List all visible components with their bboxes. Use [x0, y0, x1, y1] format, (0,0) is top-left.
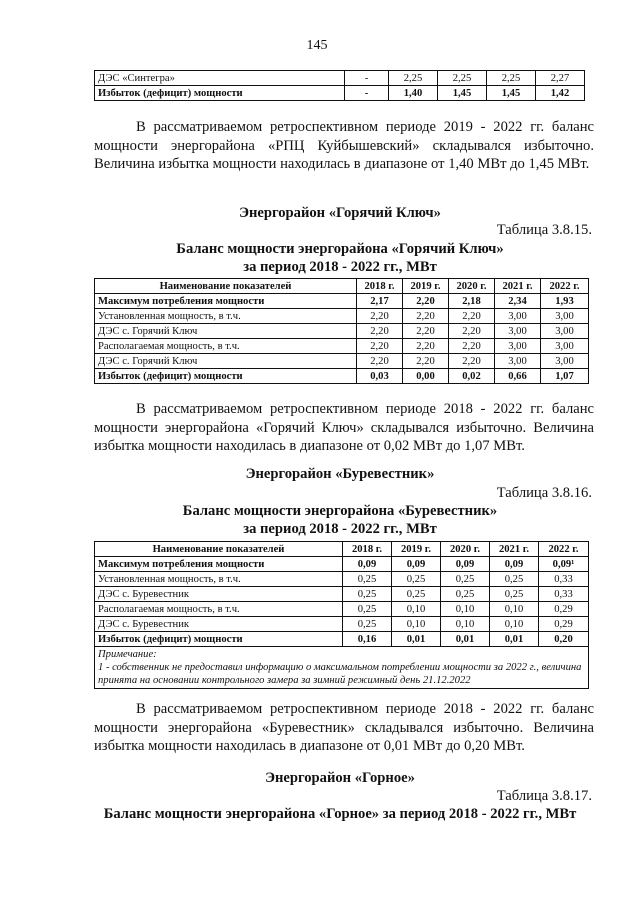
- cell-value: 0,33: [539, 572, 589, 587]
- cell-value: 1,93: [541, 294, 589, 309]
- section-heading-burevestnik: Энергорайон «Буревестник»: [245, 466, 435, 482]
- column-header: 2019 г.: [392, 542, 441, 557]
- cell-value: 0,33: [539, 587, 589, 602]
- cell-value: 3,00: [541, 339, 589, 354]
- cell-value: 2,20: [403, 309, 449, 324]
- cell-value: 2,17: [357, 294, 403, 309]
- cell-value: 2,20: [403, 324, 449, 339]
- table-row: [95, 71, 585, 86]
- cell-value: 0,10: [392, 617, 441, 632]
- table-number-3-8-16: Таблица 3.8.16.: [496, 485, 592, 501]
- column-header: 2021 г.: [490, 542, 539, 557]
- row-label: Избыток (дефицит) мощности: [95, 632, 343, 647]
- row-label: Максимум потребления мощности: [95, 294, 357, 309]
- paragraph-rpc: В рассматриваемом ретроспективном периоде 2019 - 2022 гг. баланс мощности энергорайона «РПЦ Куйбышевский» складывался избыточно. Величина избытка мощности находилась в диапазоне от 1,40 МВт до 1,45 МВт.: [94, 119, 594, 172]
- note-text: 1 - собственник не предоставил информацию о максимальном потреблении мощности за 2022 г., величина принята на основании контрольного замера за зимний режимный день 21.12.2022: [98, 662, 582, 686]
- cell-value: 1,07: [541, 369, 589, 384]
- cell-value: 3,00: [541, 354, 589, 369]
- cell-value: 0,25: [392, 572, 441, 587]
- table-row: [95, 294, 589, 309]
- cell-value: 0,09: [343, 557, 392, 572]
- note-row: [95, 647, 589, 689]
- column-header: 2018 г.: [357, 279, 403, 294]
- table-row: [95, 617, 589, 632]
- column-header: Наименование показателей: [95, 279, 357, 294]
- table-number-3-8-15: Таблица 3.8.15.: [496, 222, 592, 238]
- cell-value: 0,20: [539, 632, 589, 647]
- cell-value: 3,00: [495, 324, 541, 339]
- cell-value: 3,00: [495, 339, 541, 354]
- column-header: 2019 г.: [403, 279, 449, 294]
- cell-value: 0,16: [343, 632, 392, 647]
- table-row: [95, 354, 589, 369]
- cell-value: 0,25: [490, 587, 539, 602]
- table-row: [95, 602, 589, 617]
- table-row: [95, 587, 589, 602]
- column-header: 2020 г.: [441, 542, 490, 557]
- table-row: [95, 632, 589, 647]
- column-header: 2018 г.: [343, 542, 392, 557]
- cell-value: 0,25: [343, 572, 392, 587]
- header-row: [95, 279, 589, 294]
- cell-value: 3,00: [495, 309, 541, 324]
- table-row: [95, 309, 589, 324]
- table-burevestnik: [94, 541, 589, 689]
- cell-value: 0,09¹: [539, 557, 589, 572]
- table-title-gornoe: Баланс мощности энергорайона «Горное» за период 2018 - 2022 гг., МВт: [103, 806, 577, 822]
- cell-value: 0,01: [441, 632, 490, 647]
- table-title-burevestnik: [60, 502, 620, 538]
- cell-value: 0,25: [343, 587, 392, 602]
- table-number-3-8-17: Таблица 3.8.17.: [496, 788, 592, 804]
- cell-value: 2,20: [357, 339, 403, 354]
- top-table: [94, 70, 585, 101]
- cell-value: 1,40: [389, 86, 438, 101]
- cell-value: 2,18: [449, 294, 495, 309]
- cell-value: 0,10: [490, 617, 539, 632]
- row-label: Установленная мощность, в т.ч.: [95, 309, 357, 324]
- table-note: [95, 647, 589, 689]
- cell-value: 2,20: [357, 309, 403, 324]
- table-row: [95, 86, 585, 101]
- cell-value: 0,29: [539, 602, 589, 617]
- cell-value: 0,25: [441, 572, 490, 587]
- header-row: [95, 542, 589, 557]
- row-label: Установленная мощность, в т.ч.: [95, 572, 343, 587]
- cell-value: 0,09: [441, 557, 490, 572]
- cell-value: 1,42: [536, 86, 585, 101]
- row-label: ДЭС с. Буревестник: [95, 587, 343, 602]
- column-header: Наименование показателей: [95, 542, 343, 557]
- cell-value: 2,20: [449, 339, 495, 354]
- table-row: [95, 339, 589, 354]
- paragraph-burevestnik: В рассматриваемом ретроспективном периоде 2018 - 2022 гг. баланс мощности энергорайона «Буревестник» складывался избыточно. Величина избытка мощности находилась в диапазоне от 0,01 МВт до 0,20 МВт.: [94, 701, 594, 754]
- cell-value: 0,01: [490, 632, 539, 647]
- cell-value: 2,20: [403, 294, 449, 309]
- cell-value: 2,20: [403, 354, 449, 369]
- cell-value: 0,01: [392, 632, 441, 647]
- row-label: Избыток (дефицит) мощности: [95, 86, 345, 101]
- cell-value: 0,10: [490, 602, 539, 617]
- cell-value: 0,10: [441, 602, 490, 617]
- cell-value: 0,09: [490, 557, 539, 572]
- cell-value: 0,09: [392, 557, 441, 572]
- cell-value: 2,20: [449, 354, 495, 369]
- page-number: 145: [306, 38, 328, 53]
- column-header: 2022 г.: [541, 279, 589, 294]
- table-row: [95, 369, 589, 384]
- cell-value: 0,29: [539, 617, 589, 632]
- cell-value: 0,25: [490, 572, 539, 587]
- cell-value: 2,20: [357, 354, 403, 369]
- table-title-line1: Баланс мощности энергорайона «Буревестник»: [182, 503, 498, 519]
- cell-value: -: [345, 71, 389, 86]
- cell-value: 2,20: [449, 324, 495, 339]
- table-title-line2: за период 2018 - 2022 гг., МВт: [243, 521, 437, 537]
- row-label: Располагаемая мощность, в т.ч.: [95, 339, 357, 354]
- table-title-line2: за период 2018 - 2022 гг., МВт: [243, 259, 437, 275]
- cell-value: 0,10: [441, 617, 490, 632]
- row-label: ДЭС с. Буревестник: [95, 617, 343, 632]
- cell-value: 1,45: [487, 86, 536, 101]
- cell-value: 0,10: [392, 602, 441, 617]
- column-header: 2020 г.: [449, 279, 495, 294]
- table-row: [95, 324, 589, 339]
- table-row: [95, 572, 589, 587]
- note-label: Примечание:: [98, 649, 157, 660]
- cell-value: 0,25: [392, 587, 441, 602]
- cell-value: 0,02: [449, 369, 495, 384]
- table-title-line1: Баланс мощности энергорайона «Горячий Ключ»: [176, 241, 504, 257]
- cell-value: 3,00: [541, 309, 589, 324]
- cell-value: 2,20: [357, 324, 403, 339]
- cell-value: 2,27: [536, 71, 585, 86]
- paragraph-goryachiy-klyuch: В рассматриваемом ретроспективном периоде 2018 - 2022 гг. баланс мощности энергорайона «Горячий Ключ» складывался избыточно. Величина избытка мощности находилась в диапазоне от 0,02 МВт до 1,07 МВт.: [94, 401, 594, 454]
- section-heading-goryachiy-klyuch: Энергорайон «Горячий Ключ»: [239, 205, 441, 221]
- cell-value: 2,20: [403, 339, 449, 354]
- cell-value: 1,45: [438, 86, 487, 101]
- table-goryachiy-klyuch: [94, 278, 589, 384]
- row-label: Избыток (дефицит) мощности: [95, 369, 357, 384]
- row-label: Располагаемая мощность, в т.ч.: [95, 602, 343, 617]
- cell-value: 0,25: [343, 602, 392, 617]
- table-row: [95, 557, 589, 572]
- cell-value: 2,25: [389, 71, 438, 86]
- table-title-goryachiy-klyuch: [60, 240, 620, 276]
- cell-value: 2,25: [438, 71, 487, 86]
- section-heading-gornoe: Энергорайон «Горное»: [265, 770, 415, 786]
- cell-value: 2,25: [487, 71, 536, 86]
- cell-value: 0,25: [343, 617, 392, 632]
- row-label: ДЭС с. Горячий Ключ: [95, 354, 357, 369]
- row-label: Максимум потребления мощности: [95, 557, 343, 572]
- row-label: ДЭС «Синтегра»: [95, 71, 345, 86]
- cell-value: 0,00: [403, 369, 449, 384]
- cell-value: 0,66: [495, 369, 541, 384]
- row-label: ДЭС с. Горячий Ключ: [95, 324, 357, 339]
- cell-value: 2,34: [495, 294, 541, 309]
- cell-value: 3,00: [495, 354, 541, 369]
- cell-value: 0,03: [357, 369, 403, 384]
- cell-value: 2,20: [449, 309, 495, 324]
- cell-value: 0,25: [441, 587, 490, 602]
- cell-value: -: [345, 86, 389, 101]
- column-header: 2022 г.: [539, 542, 589, 557]
- cell-value: 3,00: [541, 324, 589, 339]
- column-header: 2021 г.: [495, 279, 541, 294]
